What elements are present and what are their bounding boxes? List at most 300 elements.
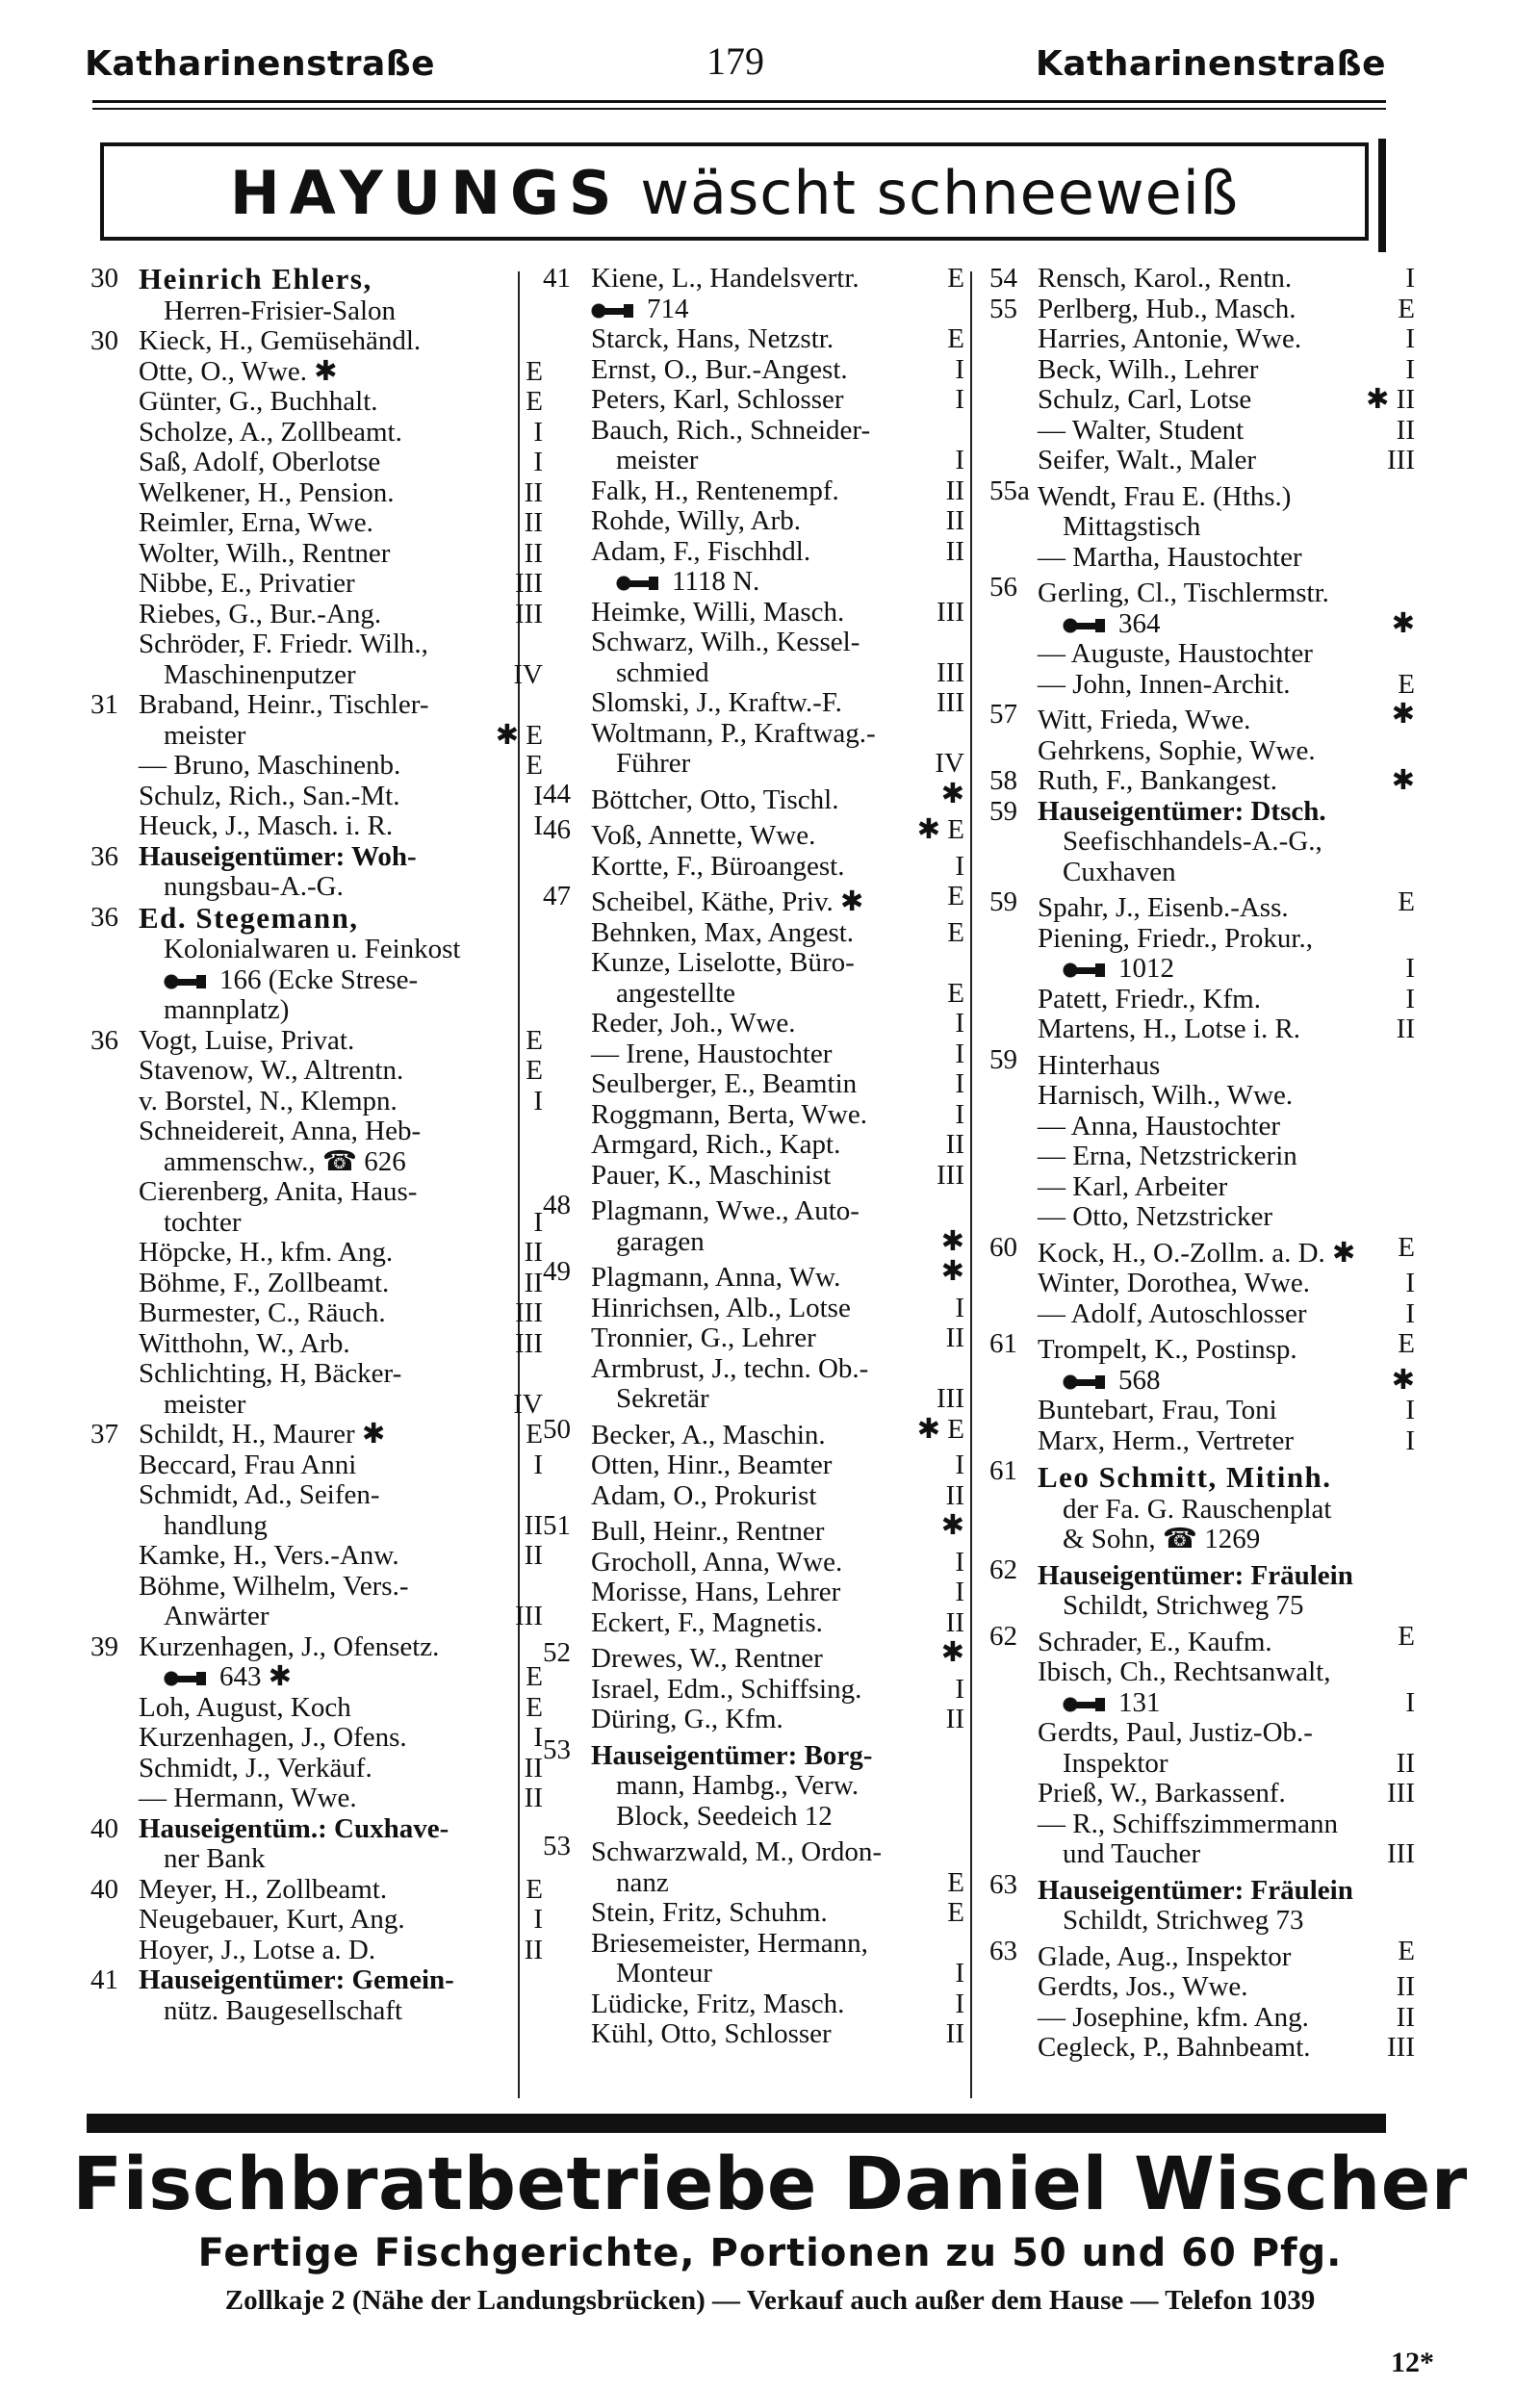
entry-text: Scheibel, Käthe, Priv. ✱ <box>591 886 864 917</box>
entry-text: Buntebart, Frau, Toni <box>1038 1395 1277 1425</box>
entry-line <box>984 1839 1419 1870</box>
house-number: 57 <box>989 699 1017 730</box>
floor-marker: I <box>533 1085 543 1116</box>
entry-line <box>984 385 1419 416</box>
entry-line <box>85 872 547 903</box>
telephone-icon <box>1063 618 1105 633</box>
directory-entry <box>537 1009 968 1040</box>
entry-line <box>537 1161 968 1192</box>
house-number: 55 <box>989 293 1017 324</box>
entry-text: Ruth, F., Bankangest. <box>1038 765 1278 796</box>
floor-marker: ✱ <box>940 1510 964 1541</box>
entry-text: Eckert, F., Magnetis. <box>591 1606 823 1638</box>
entry-text: Hauseigentümer: Fräulein <box>1038 1874 1353 1906</box>
entry-line <box>537 537 968 568</box>
entry-line <box>984 1172 1419 1203</box>
entry-text: Kock, H., O.-Zollm. a. D. ✱ <box>1038 1237 1356 1269</box>
floor-marker: II <box>945 1606 964 1638</box>
floor-marker: IV <box>935 748 964 779</box>
directory-entry <box>85 1572 547 1632</box>
entry-text: Falk, H., Rentenempf. <box>591 475 839 506</box>
directory-entry <box>537 476 968 507</box>
entry-line <box>537 1608 968 1639</box>
entry-text: Witthohn, W., Arb. <box>139 1327 350 1359</box>
directory-entry <box>537 1161 968 1192</box>
directory-entry <box>984 1937 1419 1973</box>
floor-marker: I <box>1405 1395 1415 1425</box>
floor-marker: E <box>947 1897 964 1928</box>
header-street-left: Katharinenstraße <box>85 44 436 84</box>
directory-entry <box>984 887 1419 924</box>
floor-marker: ✱ <box>940 1225 964 1257</box>
floor-marker: I <box>955 1546 964 1578</box>
entry-text: — Karl, Arbeiter <box>1038 1170 1228 1202</box>
entry-text: und Taucher <box>1063 1838 1201 1869</box>
entry-text: Loh, August, Koch <box>139 1691 351 1723</box>
entry-text: Armgard, Rich., Kapt. <box>591 1129 841 1160</box>
floor-marker: I <box>533 447 543 477</box>
entry-line <box>984 1299 1419 1330</box>
entry-text: — Irene, Haustochter <box>591 1038 833 1069</box>
entry-text: Prieß, W., Barkassenf. <box>1038 1778 1286 1809</box>
entry-text: ner Bank <box>164 1843 266 1874</box>
entry-line <box>537 1009 968 1040</box>
floor-marker: II <box>524 1540 543 1571</box>
entry-line <box>85 1238 547 1269</box>
entry-line <box>537 628 968 658</box>
floor-marker: ✱ E <box>916 1413 964 1445</box>
floor-marker: II <box>945 535 964 567</box>
directory-entry <box>984 1112 1419 1142</box>
entry-line <box>984 609 1419 640</box>
directory-entry <box>984 543 1419 574</box>
entry-line <box>85 1511 547 1542</box>
floor-marker: E <box>526 1873 543 1905</box>
entry-line <box>984 700 1419 736</box>
floor-marker: II <box>1396 1747 1415 1779</box>
directory-entry <box>984 797 1419 888</box>
entry-text: Patett, Friedr., Kfm. <box>1038 983 1261 1014</box>
house-number: 47 <box>543 881 571 911</box>
entry-text: & Sohn, ☎ 1269 <box>1063 1524 1261 1554</box>
directory-entry <box>537 882 968 918</box>
directory-entry <box>537 1832 968 1898</box>
entry-text: Schulz, Rich., San.-Mt. <box>139 780 400 811</box>
entry-text: Voß, Annette, Wwe. <box>591 820 816 851</box>
entry-text: Reimler, Erna, Wwe. <box>139 507 373 538</box>
directory-entry <box>537 1130 968 1161</box>
entry-text: Glade, Aug., Inspektor <box>1038 1940 1292 1972</box>
directory-entry <box>85 1298 547 1329</box>
entry-text: Schildt, Strichweg 75 <box>1063 1590 1304 1621</box>
entry-text: 714 <box>647 293 689 324</box>
floor-marker: E <box>526 1419 543 1450</box>
floor-marker: II <box>945 2018 964 2049</box>
floor-marker: I <box>533 416 543 448</box>
floor-marker: III <box>937 596 964 628</box>
entry-text: meister <box>164 719 246 751</box>
floor-marker: III <box>515 568 543 599</box>
directory-entry <box>85 539 547 570</box>
entry-line <box>984 1937 1419 1973</box>
floor-marker: E <box>1398 886 1415 917</box>
directory-entry <box>537 1578 968 1608</box>
entry-text: Stein, Fritz, Schuhm. <box>591 1897 828 1928</box>
column-divider <box>970 271 972 2098</box>
directory-entry <box>537 1989 968 2020</box>
directory-entry <box>537 1415 968 1451</box>
entry-text: ammenschw., ☎ 626 <box>164 1145 406 1177</box>
directory-entry <box>85 1177 547 1238</box>
directory-entry <box>537 1323 968 1354</box>
entry-line <box>537 1802 968 1833</box>
entry-line <box>984 766 1419 797</box>
entry-text: Seefischhandels-A.-G., <box>1063 826 1322 857</box>
house-number: 62 <box>989 1620 1017 1652</box>
floor-marker: I <box>533 810 543 841</box>
house-number: 59 <box>989 795 1017 827</box>
floor-marker: E <box>526 355 543 387</box>
entry-text: Piening, Friedr., Prokur., <box>1038 922 1313 954</box>
entry-line <box>537 688 968 719</box>
entry-line <box>85 1480 547 1511</box>
entry-text: Hauseigentümer: Dtsch. <box>1038 795 1326 827</box>
entry-line <box>984 858 1419 888</box>
entry-line <box>537 1227 968 1258</box>
house-number: 60 <box>989 1231 1017 1263</box>
entry-text: Adam, O., Prokurist <box>591 1479 817 1511</box>
ad-bottom-address: Zollkaje 2 (Nähe der Landungsbrücken) — Verkauf auch außer dem Hause — Telefon 1039 <box>224 2285 1316 2316</box>
entry-text: Riebes, G., Bur.-Ang. <box>139 598 382 629</box>
directory-entry <box>537 1481 968 1512</box>
entry-text: Schulz, Carl, Lotse <box>1038 384 1252 415</box>
entry-text: nütz. Baugesellschaft <box>164 1994 403 2026</box>
entry-line <box>537 882 968 918</box>
house-number: 50 <box>543 1413 571 1445</box>
entry-text: Schröder, F. Friedr. Wilh., <box>139 629 428 659</box>
entry-text: Schlichting, H, Bäcker- <box>139 1358 402 1389</box>
entry-line <box>984 985 1419 1015</box>
entry-line <box>537 1294 968 1324</box>
floor-marker: E <box>526 1024 543 1056</box>
entry-text: Briesemeister, Hermann, <box>591 1927 868 1959</box>
entry-line <box>984 639 1419 670</box>
entry-text: — Otto, Netzstricker <box>1038 1201 1273 1232</box>
directory-entry <box>537 1294 968 1324</box>
floor-marker: E <box>526 750 543 781</box>
entry-text: Braband, Heinr., Tischler- <box>139 689 429 720</box>
directory-entry <box>984 1014 1419 1045</box>
floor-marker: II <box>524 1267 543 1298</box>
floor-marker: I <box>1405 1424 1415 1456</box>
floor-marker: I <box>955 1450 964 1480</box>
entry-text: Leo Schmitt, Mitinh. <box>1038 1460 1332 1494</box>
floor-marker: E <box>947 977 964 1009</box>
floor-marker: E <box>526 1661 543 1692</box>
house-number: 40 <box>90 1873 118 1905</box>
house-number: 36 <box>90 840 118 872</box>
entry-text: Block, Seedeich 12 <box>616 1800 833 1832</box>
directory-entry <box>984 355 1419 386</box>
directory-entry <box>85 1329 547 1360</box>
entry-text: meister <box>616 445 699 475</box>
entry-line <box>537 1578 968 1608</box>
floor-marker: II <box>945 1479 964 1511</box>
ad-top-brand: HAYUNGS <box>229 158 622 228</box>
entry-line <box>85 1026 547 1057</box>
entry-line <box>85 1147 547 1178</box>
page-number: 179 <box>706 39 764 83</box>
entry-line <box>85 1572 547 1603</box>
floor-marker: ✱ <box>1391 1364 1415 1396</box>
directory-entry <box>85 1875 547 1906</box>
floor-marker: I <box>955 1673 964 1705</box>
entry-line <box>984 1622 1419 1658</box>
entry-line <box>984 1202 1419 1233</box>
entry-text: Kühl, Otto, Schlosser <box>591 2018 832 2049</box>
entry-text: Cegleck, P., Bahnbeamt. <box>1038 2032 1311 2063</box>
entry-text: garagen <box>616 1225 705 1257</box>
entry-line <box>537 1959 968 1989</box>
floor-marker: I <box>955 1958 964 1989</box>
directory-entry <box>984 736 1419 767</box>
entry-line <box>537 355 968 386</box>
directory-entry <box>85 782 547 812</box>
entry-line <box>85 690 547 721</box>
entry-line <box>85 1662 547 1693</box>
floor-marker: III <box>515 1601 543 1631</box>
directory-entry <box>85 1420 547 1450</box>
entry-text: Burmester, C., Räuch. <box>139 1297 386 1328</box>
ad-top-slogan: wäscht schneeweiß <box>640 158 1240 228</box>
entry-line <box>537 506 968 537</box>
directory-entry <box>537 598 968 629</box>
entry-text: Heimke, Willi, Masch. <box>591 596 845 628</box>
entry-text: mann, Hambg., Verw. <box>616 1770 860 1801</box>
entry-line <box>85 600 547 630</box>
entry-line <box>537 1323 968 1354</box>
entry-text: Schwarz, Wilh., Kessel- <box>591 627 860 657</box>
entry-text: Schmidt, Ad., Seifen- <box>139 1479 380 1510</box>
entry-line <box>85 1602 547 1632</box>
directory-entry <box>85 1450 547 1481</box>
entry-line <box>85 1420 547 1450</box>
entry-text: Kurzenhagen, J., Ofensetz. <box>139 1630 440 1662</box>
directory-entry <box>537 815 968 852</box>
ad-bottom-subline: Fertige Fischgerichte, Portionen zu 50 und 60 Pfg. <box>197 2231 1343 2275</box>
entry-line <box>537 1130 968 1161</box>
entry-text: Bauch, Rich., Schneider- <box>591 414 871 446</box>
floor-marker: E <box>1398 1231 1415 1263</box>
floor-marker: III <box>515 1327 543 1359</box>
house-number: 30 <box>90 325 118 356</box>
entry-text: Kurzenhagen, J., Ofens. <box>139 1722 407 1753</box>
entry-line <box>85 1359 547 1390</box>
entry-line <box>537 1069 968 1100</box>
entry-line <box>85 782 547 812</box>
floor-marker: II <box>945 1704 964 1734</box>
entry-line <box>85 1723 547 1754</box>
directory-entry <box>984 1779 1419 1810</box>
directory-entry <box>537 537 968 598</box>
advertisement-top <box>100 142 1369 241</box>
entry-line <box>984 887 1419 924</box>
entry-line <box>85 478 547 509</box>
entry-text: Woltmann, P., Kraftwag.- <box>591 717 876 749</box>
entry-text: Stavenow, W., Altrentn. <box>139 1055 404 1086</box>
entry-line <box>537 1450 968 1481</box>
entry-text: Führer <box>616 748 691 779</box>
directory-entry <box>537 355 968 386</box>
entry-text: Maschinenputzer <box>164 658 356 690</box>
entry-line <box>984 1718 1419 1749</box>
entry-text: mannplatz) <box>164 994 290 1025</box>
header-rule-thin <box>92 108 1386 110</box>
entry-text: meister <box>164 1388 246 1420</box>
entry-text: Anwärter <box>164 1601 270 1631</box>
directory-entry <box>85 900 547 1026</box>
entry-line <box>537 1100 968 1131</box>
directory-entry <box>85 1359 547 1420</box>
floor-marker: I <box>533 1449 543 1480</box>
directory-entry <box>85 1056 547 1087</box>
entry-text: Hauseigentümer: Gemein- <box>139 1964 454 1995</box>
floor-marker: III <box>937 656 964 688</box>
directory-entry <box>85 1632 547 1693</box>
ad-bottom-headline: Fischbratbetriebe Daniel Wischer <box>72 2141 1468 2226</box>
entry-line <box>85 448 547 478</box>
floor-marker: I <box>955 1098 964 1130</box>
entry-line <box>984 797 1419 828</box>
entry-line <box>85 387 547 418</box>
entry-line <box>537 324 968 355</box>
entry-text: Hinterhaus <box>1038 1049 1161 1081</box>
entry-text: Böttcher, Otto, Tischl. <box>591 783 839 815</box>
directory-entry <box>984 1045 1419 1112</box>
directory-entry <box>984 324 1419 355</box>
entry-text: der Fa. G. Rauschenplat <box>1063 1493 1332 1525</box>
entry-line <box>984 1329 1419 1366</box>
directory-entry <box>537 2019 968 2050</box>
house-number: 63 <box>989 1868 1017 1900</box>
directory-entry <box>537 948 968 1009</box>
entry-text: Harries, Antonie, Wwe. <box>1038 323 1302 354</box>
directory-entry <box>85 448 547 478</box>
floor-marker: ✱ <box>940 1637 964 1668</box>
house-number: 62 <box>989 1553 1017 1585</box>
floor-marker: ✱ <box>940 1256 964 1287</box>
column-3 <box>984 264 1419 2064</box>
entry-text: v. Borstel, N., Klempn. <box>139 1085 398 1116</box>
house-number: 48 <box>543 1190 571 1220</box>
entry-text: Kunze, Liselotte, Büro- <box>591 947 855 978</box>
entry-text: 166 (Ecke Strese- <box>219 963 419 995</box>
floor-marker: E <box>1398 1328 1415 1359</box>
entry-line <box>984 670 1419 701</box>
directory-entry <box>984 985 1419 1015</box>
directory-entry <box>85 1269 547 1299</box>
floor-marker: E <box>1398 1620 1415 1652</box>
floor-marker: III <box>1387 1778 1415 1809</box>
directory-entry <box>984 476 1419 543</box>
directory-entry <box>984 1810 1419 1870</box>
entry-line <box>984 2003 1419 2034</box>
directory-entry <box>984 670 1419 701</box>
entry-line <box>984 1456 1419 1495</box>
floor-marker: II <box>945 1322 964 1353</box>
entry-text: 1012 <box>1118 953 1174 984</box>
directory-entry <box>537 506 968 537</box>
directory-entry <box>537 416 968 476</box>
house-number: 46 <box>543 814 571 845</box>
entry-line <box>537 567 968 598</box>
entry-line <box>537 1354 968 1385</box>
floor-marker: ✱ <box>1391 699 1415 730</box>
house-number: 41 <box>543 263 571 294</box>
telephone-icon <box>591 303 633 319</box>
directory-entry <box>85 690 547 751</box>
floor-marker: II <box>524 1934 543 1965</box>
floor-marker: I <box>533 780 543 811</box>
entry-text: Welkener, H., Pension. <box>139 476 395 508</box>
floor-marker: ✱ E <box>495 719 543 751</box>
entry-line <box>537 1675 968 1706</box>
entry-line <box>85 1450 547 1481</box>
entry-text: Slomski, J., Kraftw.-F. <box>591 687 842 718</box>
floor-marker: E <box>526 1691 543 1723</box>
house-number: 52 <box>543 1637 571 1668</box>
entry-line <box>537 918 968 949</box>
directory-entry <box>984 1456 1419 1555</box>
entry-line <box>85 1844 547 1875</box>
house-number: 55a <box>989 475 1030 506</box>
entry-line <box>85 1875 547 1906</box>
directory-entry <box>85 387 547 418</box>
floor-marker: I <box>1405 983 1415 1014</box>
directory-entry <box>85 1116 547 1177</box>
house-number: 49 <box>543 1256 571 1287</box>
directory-entry <box>984 264 1419 295</box>
entry-line <box>85 508 547 539</box>
telephone-icon <box>164 1671 206 1686</box>
entry-text: Kiene, L., Handelsvertr. <box>591 263 860 294</box>
entry-text: Adam, F., Fischhdl. <box>591 535 811 567</box>
entry-line <box>537 1257 968 1294</box>
entry-line <box>537 1638 968 1675</box>
directory-entry <box>85 811 547 842</box>
entry-line <box>537 2019 968 2050</box>
directory-entry <box>984 2003 1419 2034</box>
entry-line <box>537 1191 968 1227</box>
directory-entry <box>537 1638 968 1675</box>
sheet-signature: 12* <box>1391 2347 1434 2378</box>
directory-entry <box>984 924 1419 985</box>
entry-text: Hauseigentümer: Woh- <box>139 840 417 872</box>
entry-text: — R., Schiffszimmermann <box>1038 1808 1338 1839</box>
telephone-icon <box>1063 962 1105 978</box>
entry-line <box>984 924 1419 955</box>
entry-text: — Adolf, Autoschlosser <box>1038 1297 1307 1329</box>
entry-line <box>984 1810 1419 1840</box>
directory-entry <box>537 1354 968 1415</box>
entry-line <box>537 264 968 295</box>
house-number: 53 <box>543 1733 571 1765</box>
entry-line <box>984 1112 1419 1142</box>
floor-marker: II <box>945 1129 964 1160</box>
entry-text: Rensch, Karol., Rentn. <box>1038 263 1293 294</box>
floor-marker: II <box>1396 414 1415 446</box>
entry-line <box>984 1426 1419 1457</box>
